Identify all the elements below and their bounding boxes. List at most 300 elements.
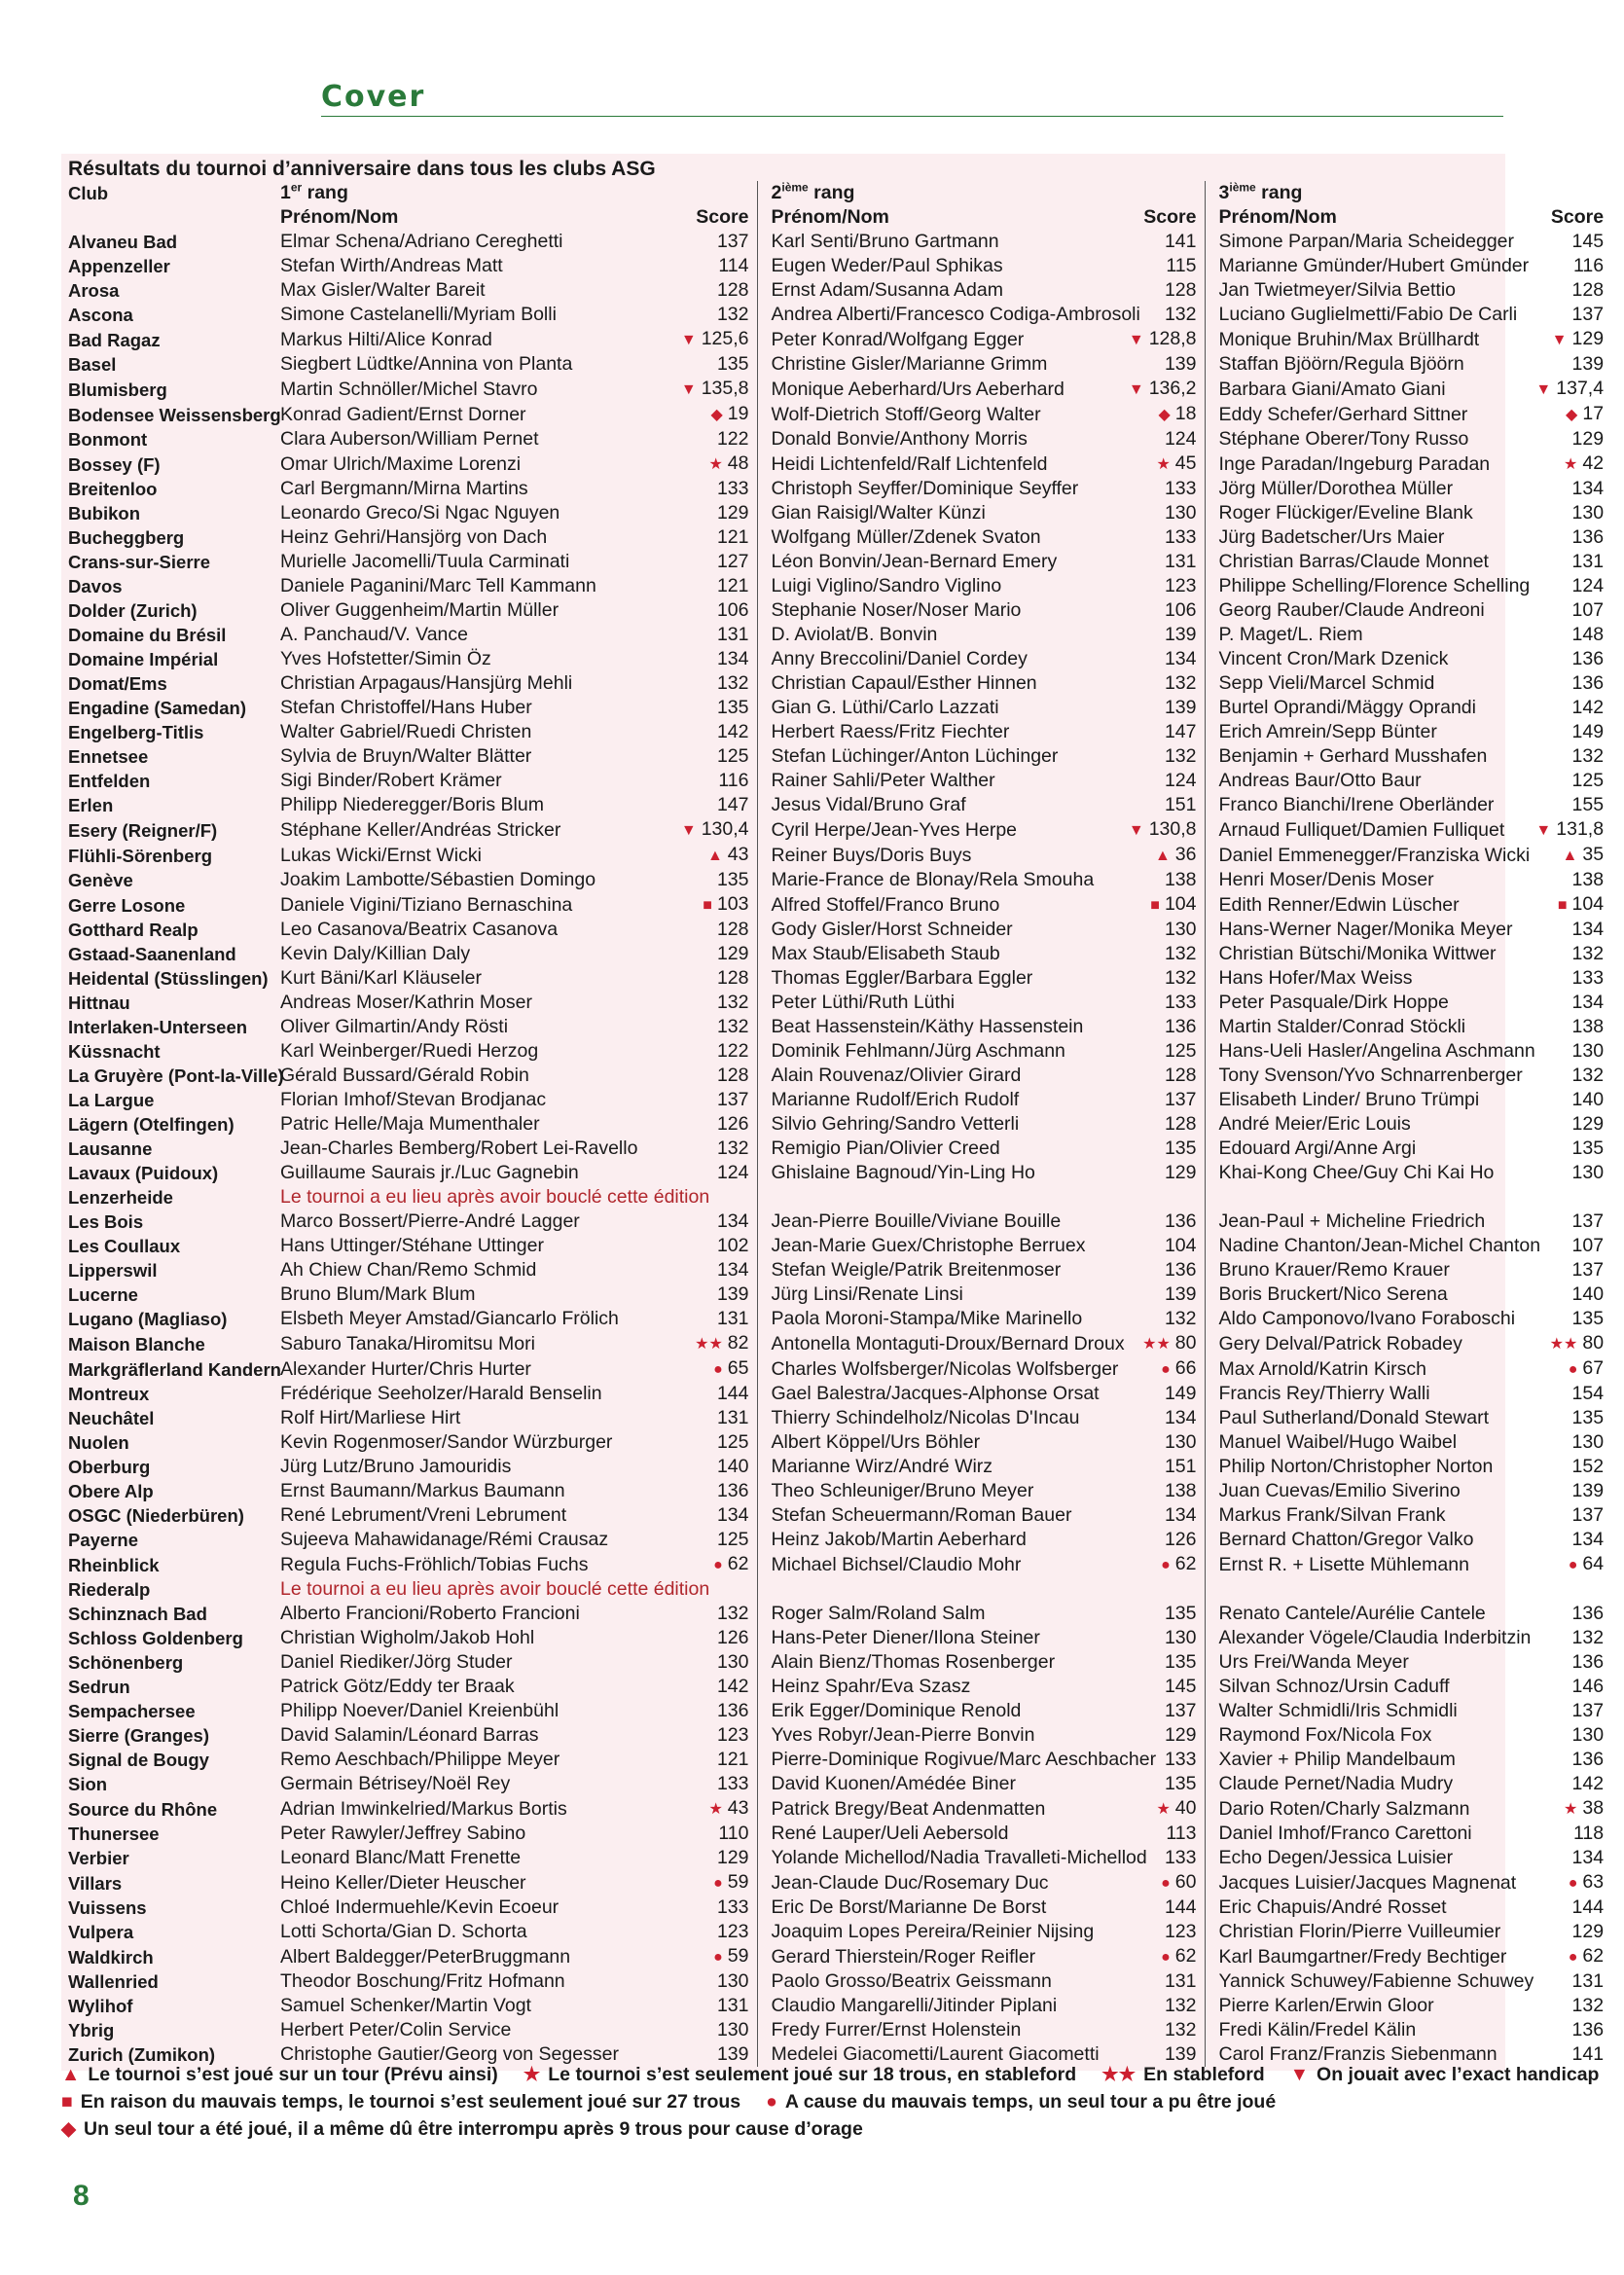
club-name: Alvaneu Bad	[68, 232, 178, 252]
score-value: 133	[716, 1896, 749, 1918]
rank-2-score-cell	[1059, 744, 1205, 769]
rank-2-names: Paolo Grosso/Beatrix Geissmann	[771, 1970, 1052, 1992]
table-row	[68, 1331, 1611, 1356]
table-row	[68, 1748, 1611, 1772]
rank-1-names: Omar Ulrich/Maxime Lorenzi	[280, 452, 522, 475]
rank-2-names: Thomas Eggler/Barbara Eggler	[771, 967, 1033, 989]
rank-2-names: Léon Bonvin/Jean-Bernard Emery	[771, 551, 1058, 572]
rank-1-names: Ah Chiew Chan/Remo Schmid	[280, 1259, 537, 1281]
rank-2-names: Gian Raisigl/Walter Künzi	[771, 502, 986, 524]
score-value: 134	[1164, 1407, 1197, 1428]
table-row	[68, 525, 1611, 550]
table-row	[68, 966, 1611, 991]
rank-3-score-cell	[1526, 501, 1611, 525]
rank-1-score-cell	[611, 1528, 757, 1552]
rank-3-score-cell	[1526, 696, 1611, 720]
score-value: 136	[1164, 1259, 1197, 1281]
star-icon: ★	[1156, 456, 1171, 473]
rank-1-header: 1er rang	[280, 181, 757, 205]
table-row	[68, 671, 1611, 696]
club-name: Engadine (Samedan)	[68, 698, 246, 718]
score-value: 138	[1164, 869, 1197, 890]
score-value: 131	[716, 1407, 749, 1428]
table-row	[68, 793, 1611, 817]
score-value: 135	[1571, 1407, 1605, 1428]
rank-2-score-cell	[1059, 598, 1205, 623]
score-value: 130	[1164, 1431, 1197, 1453]
score-value: 130	[1164, 1627, 1197, 1648]
star-icon: ★	[1564, 456, 1578, 473]
score-value: 130	[1571, 1431, 1605, 1453]
score-value: 48	[727, 452, 749, 474]
rank-2-score-cell	[1059, 843, 1205, 868]
rank-3-names: Renato Cantele/Aurélie Cantele	[1218, 1603, 1486, 1624]
score-value: 121	[716, 575, 749, 596]
rank-2-names: Luigi Viglino/Sandro Viglino	[771, 575, 1002, 596]
score-value: 114	[718, 255, 749, 276]
rank-3-names: Henri Moser/Denis Moser	[1218, 869, 1434, 890]
rank-2-score-cell	[1059, 1406, 1205, 1430]
rank-3-names: Raymond Fox/Nicola Fox	[1218, 1724, 1432, 1746]
score-value: 128	[1164, 279, 1197, 301]
score-value: 129	[716, 943, 749, 964]
rank-3-score-cell	[1526, 1210, 1611, 1234]
score-value: 138	[1164, 1480, 1197, 1501]
rank-3-names: Martin Stalder/Conrad Stöckli	[1218, 1016, 1466, 1037]
table-row	[68, 1870, 1611, 1896]
score-value: 137	[1571, 1504, 1605, 1526]
rank-2-names: Alain Bienz/Thomas Rosenberger	[771, 1651, 1056, 1673]
table-row	[68, 1602, 1611, 1626]
score-value: 118	[1572, 1823, 1605, 1844]
dot-icon: ●	[1568, 1557, 1578, 1573]
score-value: 66	[1174, 1357, 1197, 1379]
rank-1-names: Jean-Charles Bemberg/Robert Lei-Ravello	[280, 1138, 638, 1159]
triangle-up-icon: ▲	[1154, 848, 1171, 864]
rank-2-score-cell	[1059, 451, 1205, 477]
rank-1-score-cell	[611, 1870, 757, 1896]
rank-3-score-cell	[1526, 1699, 1611, 1723]
rank-1-score-cell	[611, 477, 757, 501]
club-name: Gstaad-Saanenland	[68, 944, 236, 964]
rank-3-score-cell	[1526, 1382, 1611, 1406]
score-value: 136	[1571, 526, 1605, 548]
score-value: 136	[1571, 2019, 1605, 2040]
rank-1-score-cell	[611, 942, 757, 966]
legend-row	[61, 2088, 1505, 2115]
rank-3-score-cell	[1526, 1528, 1611, 1552]
empty-cell	[1526, 1185, 1611, 1210]
table-row	[68, 327, 1611, 352]
rank-2-names: Yolande Michellod/Nadia Travalleti-Michellod	[771, 1847, 1147, 1868]
rank-1-score-cell	[611, 843, 757, 868]
score-value: 125	[1571, 770, 1605, 791]
score-value: 64	[1582, 1553, 1605, 1574]
score-header-2: Score	[1059, 205, 1205, 230]
name-header-3: Prénom/Nom	[1218, 206, 1337, 228]
rank-3-names: Max Arnold/Katrin Kirsch	[1218, 1357, 1427, 1380]
rank-2-names: Michael Bichsel/Claudio Mohr	[771, 1553, 1022, 1575]
rank-1-names: Kevin Daly/Killian Daly	[280, 943, 471, 964]
rank-3-names: Jacques Luisier/Jacques Magnenat	[1218, 1871, 1517, 1894]
score-value: 127	[716, 551, 749, 572]
rank-1-score-cell	[611, 254, 757, 278]
rank-2-score-cell	[1059, 1723, 1205, 1748]
score-value: 113	[1166, 1823, 1197, 1844]
rank-3-names: Francis Rey/Thierry Walli	[1218, 1383, 1430, 1404]
rank-3-names: Ernst R. + Lisette Mühlemann	[1218, 1553, 1469, 1575]
table-row	[68, 1430, 1611, 1455]
score-value: 136	[1571, 648, 1605, 669]
rank-3-score-cell	[1526, 1870, 1611, 1896]
score-value: 142	[716, 1676, 749, 1697]
rank-2-score-cell	[1059, 525, 1205, 550]
rank-3-names: Manuel Waibel/Hugo Waibel	[1218, 1431, 1458, 1453]
rank-3-score-cell	[1526, 1994, 1611, 2018]
score-value: 40	[1174, 1797, 1197, 1819]
rank-1-score-cell	[611, 501, 757, 525]
score-value: 124	[1164, 770, 1197, 791]
rank-3-score-cell	[1526, 352, 1611, 377]
club-name: Domaine du Brésil	[68, 625, 227, 645]
rank-1-names: Simone Castelanelli/Myriam Bolli	[280, 304, 557, 325]
club-name: Sempachersee	[68, 1701, 196, 1721]
dot-icon: ●	[1161, 1875, 1171, 1892]
score-value: 126	[716, 1113, 749, 1135]
table-row	[68, 1479, 1611, 1503]
rank-2-names: Ernst Adam/Susanna Adam	[771, 279, 1003, 301]
score-value: 129	[1571, 428, 1605, 450]
rank-1-score-cell	[611, 550, 757, 574]
club-name: Bonmont	[68, 429, 148, 450]
score-value: 107	[1571, 1235, 1605, 1256]
score-value: 102	[716, 1235, 749, 1256]
table-row	[68, 278, 1611, 303]
rank-2-names: Rainer Sahli/Peter Walther	[771, 770, 995, 791]
rank-3-score-cell	[1526, 918, 1611, 942]
rank-2-names: Andrea Alberti/Francesco Codiga-Ambrosoli	[771, 304, 1140, 325]
club-name: Wallenried	[68, 1971, 159, 1992]
club-name: Interlaken-Unterseen	[68, 1017, 248, 1037]
square-icon: ■	[1557, 897, 1568, 914]
rank-1-names: Christophe Gautier/Georg von Segesser	[280, 2043, 619, 2065]
rank-3-names: Erich Amrein/Sepp Bünter	[1218, 721, 1437, 742]
rank-1-score-cell	[611, 1944, 757, 1969]
score-value: 133	[1164, 1749, 1197, 1770]
legend-item	[61, 2091, 740, 2112]
club-name: Les Coullaux	[68, 1236, 181, 1256]
rank-3-score-cell	[1526, 1602, 1611, 1626]
rank-3-score-cell	[1526, 1258, 1611, 1282]
rank-1-score-cell	[611, 1896, 757, 1920]
score-value: 122	[716, 428, 749, 450]
score-value: 132	[1164, 943, 1197, 964]
score-value: 121	[716, 1749, 749, 1770]
table-row	[68, 1210, 1611, 1234]
rank-2-score-cell	[1059, 278, 1205, 303]
table-row	[68, 892, 1611, 918]
rank-2-names: Alain Rouvenaz/Olivier Girard	[771, 1065, 1022, 1086]
score-value: 116	[1572, 255, 1605, 276]
score-value: 129	[1164, 1162, 1197, 1183]
dot-icon: ●	[1161, 1557, 1171, 1573]
rank-1-score-cell	[611, 1331, 757, 1356]
rank-2-score-cell	[1059, 1137, 1205, 1161]
rank-2-score-cell	[1059, 817, 1205, 843]
table-row	[68, 352, 1611, 377]
legend-symbol-icon: ▼	[1289, 2064, 1310, 2085]
rank-3-score-cell	[1526, 278, 1611, 303]
legend-text: En stableford	[1143, 2064, 1265, 2085]
rank-3-score-cell	[1526, 2018, 1611, 2042]
rank-1-score-cell	[611, 671, 757, 696]
score-value: 125	[716, 745, 749, 767]
rank-3-score-cell	[1526, 769, 1611, 793]
rank-3-names: Christian Barras/Claude Monnet	[1218, 551, 1489, 572]
score-value: 128	[1164, 1113, 1197, 1135]
triangle-up-icon: ▲	[1562, 848, 1578, 864]
club-name: Neuchâtel	[68, 1408, 155, 1428]
rank-3-names: Claude Pernet/Nadia Mudry	[1218, 1773, 1454, 1794]
score-value: 131	[1571, 1970, 1605, 1992]
table-row	[68, 1137, 1611, 1161]
rank-1-score-cell	[611, 327, 757, 352]
dot-icon: ●	[713, 1557, 723, 1573]
rank-3-score-cell	[1526, 1430, 1611, 1455]
table-row	[68, 623, 1611, 647]
score-value: 147	[1164, 721, 1197, 742]
legend-item	[1101, 2064, 1265, 2085]
rank-2-names: Heinz Spahr/Eva Szasz	[771, 1676, 971, 1697]
club-name: Genève	[68, 870, 133, 890]
score-value: 144	[1164, 1896, 1197, 1918]
rank-3-names: Franco Bianchi/Irene Oberländer	[1218, 794, 1495, 815]
score-value: 63	[1582, 1871, 1605, 1893]
rank-1-names: Samuel Schenker/Martin Vogt	[280, 1995, 531, 2016]
rank-3-score-cell	[1526, 427, 1611, 451]
score-value: 144	[716, 1383, 749, 1404]
rank-3-score-cell	[1526, 451, 1611, 477]
rank-1-score-cell	[611, 623, 757, 647]
club-name: Ennetsee	[68, 746, 149, 767]
empty-cell	[757, 1577, 1059, 1602]
rank-2-score-cell	[1059, 1503, 1205, 1528]
legend	[61, 2061, 1600, 2143]
score-value: 135	[716, 869, 749, 890]
table-row	[68, 1039, 1611, 1064]
score-value: 122	[716, 1040, 749, 1062]
rank-3-names: Arnaud Fulliquet/Damien Fulliquet	[1218, 818, 1505, 841]
rank-2-names: Herbert Raess/Fritz Fiechter	[771, 721, 1010, 742]
club-name: Schinznach Bad	[68, 1604, 207, 1624]
rank-1-names: Kurt Bäni/Karl Kläuseler	[280, 967, 483, 989]
club-name: Basel	[68, 354, 117, 375]
rank-2-score-cell	[1059, 1626, 1205, 1650]
score-value: 148	[1571, 624, 1605, 645]
score-value: 132	[1164, 1308, 1197, 1329]
empty-cell	[1059, 1577, 1205, 1602]
score-value: 135	[1164, 1651, 1197, 1673]
score-value: 133	[1164, 992, 1197, 1013]
rank-1-names: Albert Baldegger/PeterBruggmann	[280, 1945, 571, 1968]
score-value: 133	[1164, 1847, 1197, 1868]
rank-1-names: Stéphane Keller/Andréas Stricker	[280, 818, 561, 841]
rank-1-names: Christian Wigholm/Jakob Hohl	[280, 1627, 535, 1648]
star-icon: ★	[1564, 1801, 1578, 1818]
rank-2-score-cell	[1059, 501, 1205, 525]
rank-3-score-cell	[1526, 1039, 1611, 1064]
score-value: 134	[1571, 919, 1605, 940]
rank-3-names: Staffan Bjöörn/Regula Bjöörn	[1218, 353, 1464, 375]
rank-3-names: Burtel Oprandi/Mäggy Oprandi	[1218, 697, 1476, 718]
score-value: 129	[716, 502, 749, 524]
score-value: 121	[716, 526, 749, 548]
rank-1-score-cell	[611, 1552, 757, 1577]
score-value: 135	[1571, 1138, 1605, 1159]
club-name: Montreux	[68, 1384, 150, 1404]
table-row	[68, 1772, 1611, 1796]
score-value: 144	[1571, 1896, 1605, 1918]
score-value: 132	[1164, 672, 1197, 694]
rank-1-names: Max Gisler/Walter Bareit	[280, 279, 486, 301]
rank-1-names: Andreas Moser/Kathrin Moser	[280, 992, 533, 1013]
rank-1-names: Markus Hilti/Alice Konrad	[280, 328, 492, 350]
section-title: Cover	[321, 80, 426, 114]
rank-2-names: Stefan Lüchinger/Anton Lüchinger	[771, 745, 1059, 767]
score-value: 131	[716, 1308, 749, 1329]
score-value: 123	[1164, 1921, 1197, 1942]
rank-1-score-cell	[611, 525, 757, 550]
score-value: 137	[1571, 304, 1605, 325]
rank-1-names: Leonardo Greco/Si Ngac Nguyen	[280, 502, 560, 524]
score-value: 128	[1571, 279, 1605, 301]
score-value: 107	[1571, 599, 1605, 621]
rank-1-names: Rolf Hirt/Marliese Hirt	[280, 1407, 461, 1428]
rank-1-score-cell	[611, 1675, 757, 1699]
rank-1-names: Alberto Francioni/Roberto Francioni	[280, 1603, 580, 1624]
score-value: 59	[727, 1871, 749, 1893]
rank-2-names: Max Staub/Elisabeth Staub	[771, 943, 1000, 964]
score-value: 80	[1582, 1332, 1605, 1354]
rank-1-names: Elsbeth Meyer Amstad/Giancarlo Frölich	[280, 1308, 619, 1329]
rank-2-names: Ghislaine Bagnoud/Yin-Ling Ho	[771, 1162, 1035, 1183]
rank-1-names: Adrian Imwinkelried/Markus Bortis	[280, 1797, 567, 1820]
score-value: 125,6	[701, 328, 749, 349]
rank-3-names: P. Maget/L. Riem	[1218, 624, 1363, 645]
club-name: Vuissens	[68, 1897, 147, 1918]
score-value: 132	[1571, 943, 1605, 964]
rank-1-score-cell	[611, 1626, 757, 1650]
score-value: 126	[1164, 1529, 1197, 1550]
rank-1-names: Carl Bergmann/Mirna Martins	[280, 478, 528, 499]
rank-2-names: David Kuonen/Amédée Biner	[771, 1773, 1016, 1794]
score-value: 43	[727, 1797, 749, 1819]
rank-1-names: Leonard Blanc/Matt Frenette	[280, 1847, 522, 1868]
rank-2-score-cell	[1059, 1796, 1205, 1822]
score-value: 65	[727, 1357, 749, 1379]
rank-2-names: Dominik Fehlmann/Jürg Aschmann	[771, 1040, 1065, 1062]
rank-1-score-cell	[611, 1234, 757, 1258]
diamond-icon: ◆	[1566, 407, 1578, 423]
club-name: Lavaux (Puidoux)	[68, 1163, 219, 1183]
club-name: Esery (Reigner/F)	[68, 819, 218, 841]
score-value: 134	[716, 1259, 749, 1281]
rank-2-names: Medelei Giacometti/Laurent Giacometti	[771, 2043, 1100, 2065]
club-name: Schloss Goldenberg	[68, 1628, 243, 1648]
score-value: 136	[1164, 1210, 1197, 1232]
score-value: 18	[1174, 403, 1197, 424]
rank-1-names: Stefan Christoffel/Hans Huber	[280, 697, 532, 718]
rank-3-names: Peter Pasquale/Dirk Hoppe	[1218, 992, 1449, 1013]
rank-3-score-cell	[1526, 574, 1611, 598]
rank-2-score-cell	[1059, 720, 1205, 744]
club-name: Wylihof	[68, 1996, 133, 2016]
triangle-down-icon: ▼	[1128, 332, 1144, 348]
rank-1-names: Philipp Niederegger/Boris Blum	[280, 794, 544, 815]
rank-1-score-cell	[611, 991, 757, 1015]
table-row	[68, 817, 1611, 843]
rank-3-score-cell	[1526, 550, 1611, 574]
club-name: Dolder (Zurich)	[68, 600, 198, 621]
legend-item	[61, 2118, 863, 2140]
club-name: Verbier	[68, 1848, 129, 1868]
rank-2-names: Gerard Thierstein/Roger Reifler	[771, 1945, 1036, 1968]
rank-1-score-cell	[611, 1602, 757, 1626]
table-row	[68, 1528, 1611, 1552]
rank-3-names: Daniel Imhof/Franco Carettoni	[1218, 1823, 1472, 1844]
rank-3-names: Karl Baumgartner/Fredy Bechtiger	[1218, 1945, 1507, 1968]
star-icon: ★	[1156, 1801, 1171, 1818]
rank-2-score-cell	[1059, 671, 1205, 696]
rank-3-names: Hans Hofer/Max Weiss	[1218, 967, 1413, 989]
rank-2-score-cell	[1059, 1772, 1205, 1796]
score-value: 132	[1164, 1995, 1197, 2016]
rank-1-names: Germain Bétrisey/Noël Rey	[280, 1773, 511, 1794]
score-value: 135	[716, 353, 749, 375]
rank-2-score-cell	[1059, 402, 1205, 427]
rank-3-names: Paul Sutherland/Donald Stewart	[1218, 1407, 1490, 1428]
rank-2-names: Gael Balestra/Jacques-Alphonse Orsat	[771, 1383, 1100, 1404]
rank-2-score-cell	[1059, 1650, 1205, 1675]
score-header-3: Score	[1550, 206, 1605, 228]
score-value: 59	[727, 1945, 749, 1967]
club-name: Les Bois	[68, 1211, 144, 1232]
score-value: 137	[1164, 1700, 1197, 1721]
rank-3-score-cell	[1526, 303, 1611, 327]
score-value: 135	[716, 697, 749, 718]
rank-3-names: Edith Renner/Edwin Lüscher	[1218, 893, 1460, 916]
rank-3-score-cell	[1526, 1503, 1611, 1528]
club-column-header: Club	[68, 183, 109, 203]
score-value: 132	[716, 992, 749, 1013]
rank-1-names: Patrick Götz/Eddy ter Braak	[280, 1676, 515, 1697]
score-value: 129	[716, 1847, 749, 1868]
star-icon: ★	[708, 456, 723, 473]
rank-3-score-cell	[1526, 1137, 1611, 1161]
score-value: 134	[1571, 478, 1605, 499]
rank-3-score-cell	[1526, 1920, 1611, 1944]
dot-icon: ●	[1568, 1361, 1578, 1378]
score-value: 134	[716, 1504, 749, 1526]
rank-1-names: Peter Rawyler/Jeffrey Sabino	[280, 1823, 526, 1844]
club-name: Bucheggberg	[68, 527, 185, 548]
rank-1-score-cell	[611, 1479, 757, 1503]
score-value: 82	[727, 1332, 749, 1354]
rank-1-score-cell	[611, 918, 757, 942]
score-value: 131	[1571, 551, 1605, 572]
rank-1-names: Guillaume Saurais jr./Luc Gagnebin	[280, 1162, 579, 1183]
score-value: 146	[1571, 1676, 1605, 1697]
